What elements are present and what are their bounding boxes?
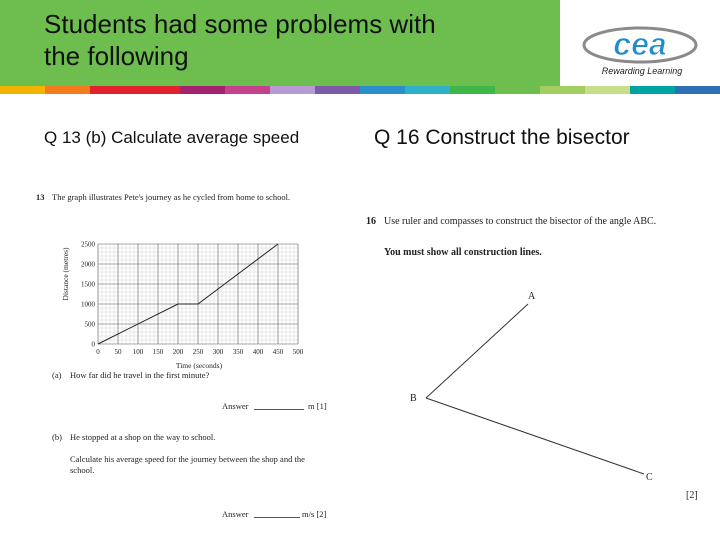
- x-tick-label: 500: [292, 348, 304, 356]
- q13-excerpt: [30, 188, 350, 528]
- q13-part-b-text: He stopped at a shop on the way to school.: [70, 432, 216, 442]
- color-strip-segment: [540, 86, 585, 94]
- slide-title: Students had some problems with the following: [44, 9, 436, 71]
- x-tick-label: 200: [172, 348, 184, 356]
- q16-mark: [2]: [686, 490, 698, 501]
- x-tick-label: 100: [132, 348, 144, 356]
- q13-answer-a-field[interactable]: [254, 409, 304, 410]
- x-tick-label: 450: [272, 348, 284, 356]
- q16-instruction-bold: You must show all construction lines.: [384, 247, 542, 258]
- cea-logo: [560, 0, 720, 86]
- q13-answer-a-label: Answer: [222, 401, 249, 411]
- y-tick-label: 500: [84, 320, 95, 329]
- x-tick-label: 250: [192, 348, 204, 356]
- color-strip-segment: [675, 86, 720, 94]
- color-strip-segment: [135, 86, 180, 94]
- color-strip: [0, 86, 720, 94]
- q16-number: 16: [366, 216, 376, 227]
- color-strip-segment: [630, 86, 675, 94]
- color-strip-segment: [45, 86, 90, 94]
- y-tick-label: 2000: [81, 260, 95, 269]
- color-strip-segment: [405, 86, 450, 94]
- color-strip-segment: [225, 86, 270, 94]
- q16-excerpt: [360, 210, 710, 510]
- q13-answer-b-label: Answer: [222, 509, 249, 519]
- logo-tagline: Rewarding Learning: [601, 66, 683, 76]
- x-tick-label: 400: [252, 348, 264, 356]
- q13-part-a-mark: m [1]: [308, 401, 327, 411]
- x-tick-label: 350: [232, 348, 244, 356]
- q13-heading: Q 13 (b) Calculate average speed: [44, 128, 300, 147]
- color-strip-segment: [450, 86, 495, 94]
- y-tick-label: 2500: [81, 240, 95, 249]
- point-a-label: A: [528, 291, 536, 302]
- color-strip-segment: [90, 86, 135, 94]
- color-strip-segment: [315, 86, 360, 94]
- y-tick-label: 0: [91, 340, 95, 349]
- logo-wordmark: cea: [613, 26, 667, 62]
- color-strip-segment: [360, 86, 405, 94]
- x-tick-label: 150: [152, 348, 164, 356]
- q13-part-a-text: How far did he travel in the first minute?: [70, 370, 210, 380]
- q16-heading: Q 16 Construct the bisector: [374, 126, 630, 149]
- cea-logo-icon: [560, 0, 720, 86]
- color-strip-segment: [180, 86, 225, 94]
- y-tick-label: 1500: [81, 280, 95, 289]
- x-tick-label: 50: [114, 348, 122, 356]
- q16-instruction: Use ruler and compasses to construct the bisector of the angle ABC.: [384, 216, 657, 227]
- q13-part-b-text3: school.: [70, 465, 95, 475]
- header-banner: [0, 0, 560, 86]
- x-tick-label: 0: [96, 348, 100, 356]
- q13-part-b-mark: m/s [2]: [302, 509, 327, 519]
- q13-number: 13: [36, 192, 45, 202]
- color-strip-segment: [270, 86, 315, 94]
- angle-abc-diagram: [360, 210, 710, 510]
- q13-answer-b-field[interactable]: [254, 517, 300, 518]
- y-axis-label: Distance (metres): [61, 247, 70, 301]
- point-b-label: B: [410, 393, 417, 404]
- journey-line: [98, 244, 278, 344]
- color-strip-segment: [495, 86, 540, 94]
- x-tick-label: 300: [212, 348, 224, 356]
- point-c-label: C: [646, 472, 653, 483]
- q13-part-b-text2: Calculate his average speed for the journey between the shop and the: [70, 454, 305, 464]
- y-tick-label: 1000: [81, 300, 95, 309]
- color-strip-segment: [585, 86, 630, 94]
- distance-time-chart: [30, 210, 350, 375]
- q13-intro: The graph illustrates Pete's journey as he cycled from home to school.: [52, 192, 291, 202]
- q13-part-b-label: (b): [52, 432, 62, 442]
- color-strip-segment: [0, 86, 45, 94]
- ray-ba: [426, 304, 528, 398]
- ray-bc: [426, 398, 644, 474]
- q13-part-a-label: (a): [52, 370, 62, 380]
- x-axis-label: Time (seconds): [175, 361, 223, 370]
